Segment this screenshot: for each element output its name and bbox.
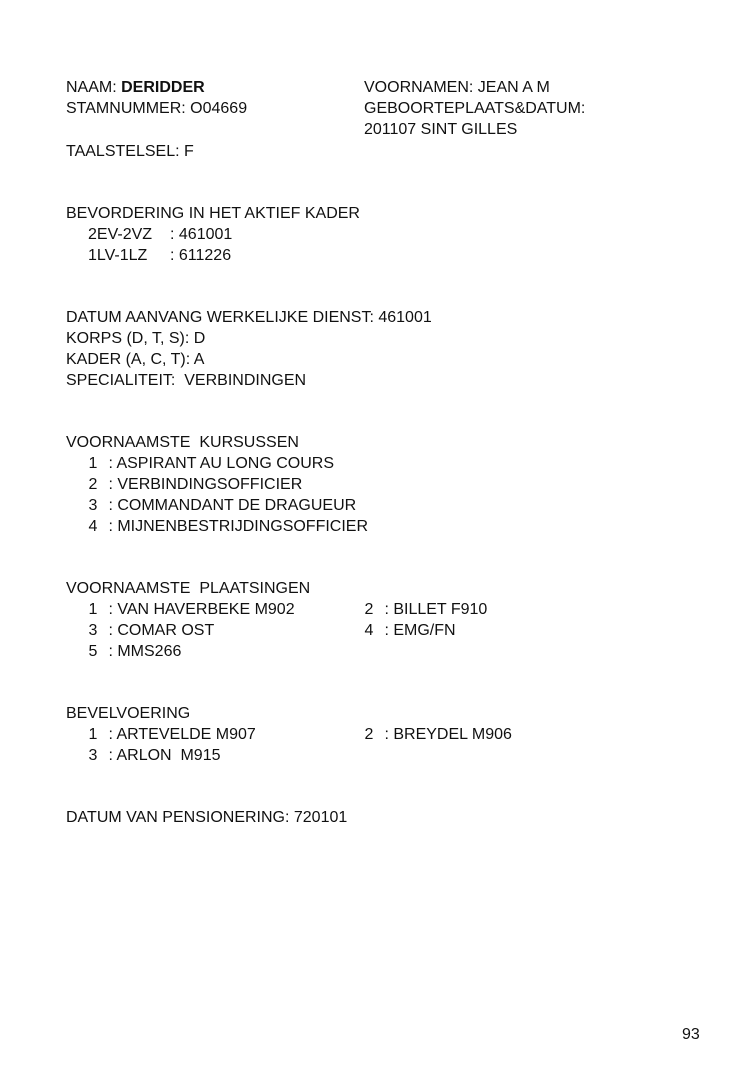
voornamen-value: JEAN A M bbox=[477, 79, 550, 96]
bevordering-date: : 461001 bbox=[170, 226, 233, 243]
list-item bbox=[82, 724, 256, 745]
item-number: 3 bbox=[88, 747, 98, 764]
item-number: 4 bbox=[88, 518, 98, 535]
item-text: : MIJNENBESTRIJDINGSOFFICIER bbox=[108, 518, 369, 535]
specialiteit-line: SPECIALITEIT: VERBINDINGEN bbox=[66, 372, 307, 389]
item-text: : VAN HAVERBEKE M902 bbox=[108, 601, 295, 618]
item-text: : BILLET F910 bbox=[384, 601, 488, 618]
bevordering-row bbox=[88, 245, 231, 266]
item-number: 2 bbox=[364, 601, 374, 618]
item-number: 3 bbox=[88, 497, 98, 514]
item-number: 1 bbox=[88, 601, 98, 618]
kursussen-title: VOORNAAMSTE KURSUSSEN bbox=[66, 434, 299, 451]
list-item bbox=[358, 599, 487, 620]
dienst-line: DATUM AANVANG WERKELIJKE DIENST: 461001 bbox=[66, 309, 432, 326]
item-text: : BREYDEL M906 bbox=[384, 726, 512, 743]
item-text: : MMS266 bbox=[108, 643, 182, 660]
item-text: : ASPIRANT AU LONG COURS bbox=[108, 455, 334, 472]
list-item bbox=[82, 453, 334, 474]
list-item bbox=[82, 745, 221, 766]
bevordering-title: BEVORDERING IN HET AKTIEF KADER bbox=[66, 205, 360, 222]
bevelvoering-title: BEVELVOERING bbox=[66, 705, 191, 722]
item-text: : EMG/FN bbox=[384, 622, 456, 639]
list-item bbox=[82, 599, 295, 620]
voornamen-line bbox=[364, 77, 550, 98]
naam-value: DERIDDER bbox=[121, 79, 205, 96]
list-item bbox=[82, 641, 181, 662]
plaatsingen-title: VOORNAAMSTE PLAATSINGEN bbox=[66, 580, 311, 597]
list-item bbox=[82, 474, 302, 495]
item-number: 2 bbox=[88, 476, 98, 493]
bevordering-rank: 2EV-2VZ bbox=[88, 226, 153, 243]
list-item bbox=[82, 495, 356, 516]
item-number: 1 bbox=[88, 455, 98, 472]
page-number: 93 bbox=[682, 1026, 700, 1043]
taalstelsel-label: TAALSTELSEL: bbox=[66, 143, 180, 160]
item-number: 3 bbox=[88, 622, 98, 639]
kader-line: KADER (A, C, T): A bbox=[66, 351, 205, 368]
item-number: 4 bbox=[364, 622, 374, 639]
taalstelsel-value: F bbox=[183, 143, 194, 160]
geboorte-value: 201107 SINT GILLES bbox=[364, 121, 518, 138]
list-item bbox=[82, 620, 214, 641]
item-text: : COMMANDANT DE DRAGUEUR bbox=[108, 497, 357, 514]
item-text: : VERBINDINGSOFFICIER bbox=[108, 476, 303, 493]
item-number: 1 bbox=[88, 726, 98, 743]
item-number: 2 bbox=[364, 726, 374, 743]
bevordering-row bbox=[88, 224, 232, 245]
voornamen-label: VOORNAMEN: bbox=[364, 79, 474, 96]
pensionering-line: DATUM VAN PENSIONERING: 720101 bbox=[66, 809, 348, 826]
naam-line bbox=[66, 77, 205, 98]
list-item bbox=[358, 724, 512, 745]
bevordering-date: : 611226 bbox=[170, 247, 232, 264]
stamnummer-value: O04669 bbox=[190, 100, 248, 117]
naam-label: NAAM: bbox=[66, 79, 117, 96]
item-text: : ARLON M915 bbox=[108, 747, 221, 764]
geboorte-label: GEBOORTEPLAATS&DATUM: bbox=[364, 100, 586, 117]
item-text: : ARTEVELDE M907 bbox=[108, 726, 256, 743]
taalstelsel-line bbox=[66, 141, 194, 162]
stamnummer-label: STAMNUMMER: bbox=[66, 100, 186, 117]
list-item bbox=[358, 620, 456, 641]
list-item bbox=[82, 516, 368, 537]
korps-line: KORPS (D, T, S): D bbox=[66, 330, 206, 347]
bevordering-rank: 1LV-1LZ bbox=[88, 247, 148, 264]
item-number: 5 bbox=[88, 643, 98, 660]
item-text: : COMAR OST bbox=[108, 622, 215, 639]
stamnummer-line bbox=[66, 98, 247, 119]
